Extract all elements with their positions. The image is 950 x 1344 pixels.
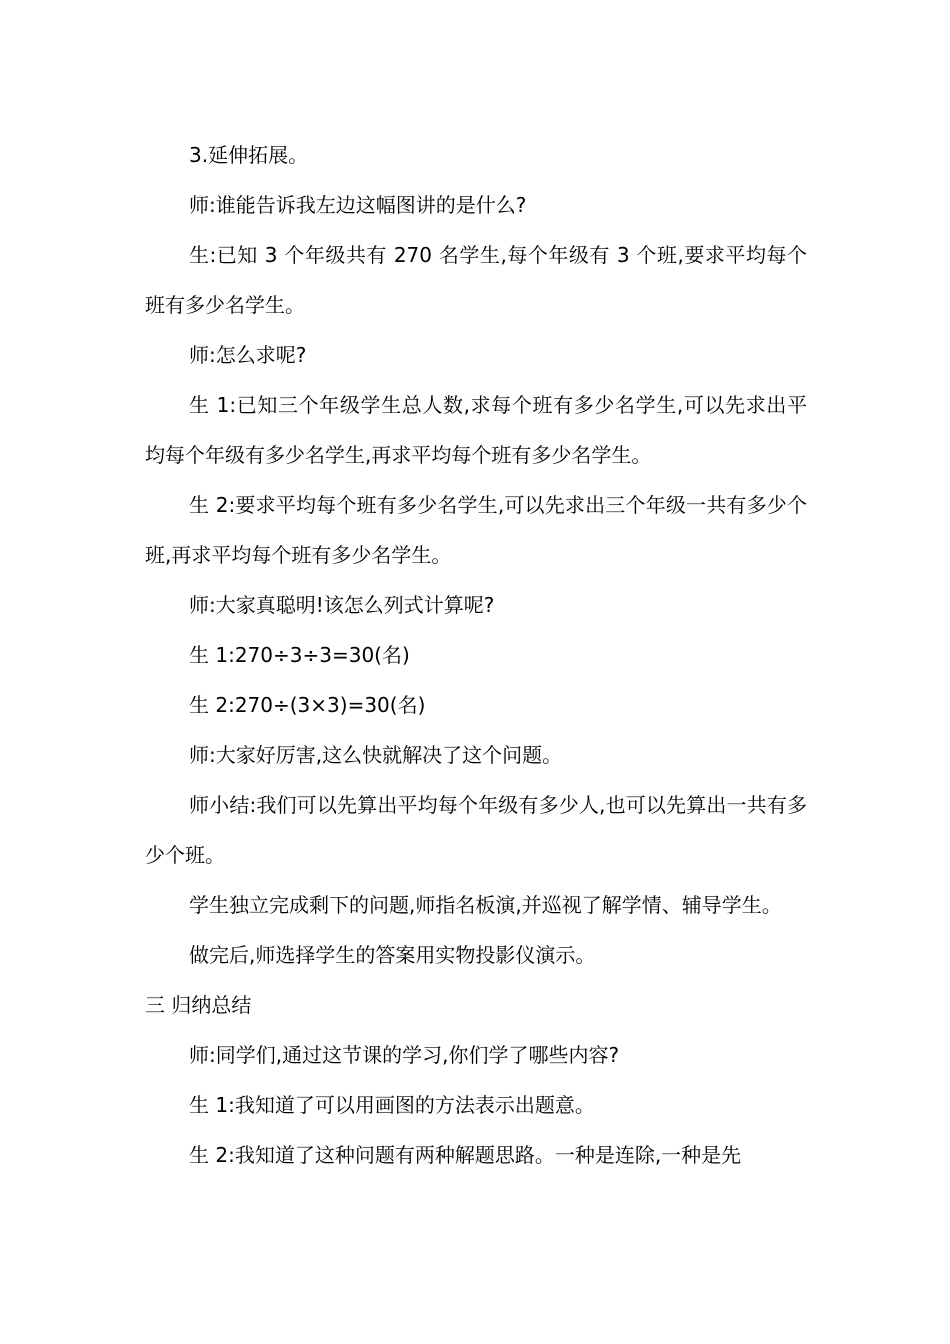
paragraph-projection: 做完后,师选择学生的答案用实物投影仪演示。 <box>189 943 596 967</box>
paragraph-independent-work: 学生独立完成剩下的问题,师指名板演,并巡视了解学情、辅导学生。 <box>189 893 782 917</box>
paragraph-student-1-formula: 生 1:270÷3÷3=30(名) <box>189 643 410 667</box>
paragraph-student-2-method: 生 2:要求平均每个班有多少名学生,可以先求出三个年级一共有多少个班,再求平均每个班有多少名学生。 <box>145 493 807 567</box>
paragraph-student-2-review: 生 2:我知道了这种问题有两种解题思路。一种是连除,一种是先 <box>189 1143 742 1167</box>
paragraph-student-1-method: 生 1:已知三个年级学生总人数,求每个班有多少名学生,可以先求出平均每个年级有多少名学生,再求平均每个班有多少名学生。 <box>145 393 807 467</box>
paragraph-extension-heading: 3.延伸拓展。 <box>189 143 309 167</box>
paragraph-student-answer: 生:已知 3 个年级共有 270 名学生,每个年级有 3 个班,要求平均每个班有多少名学生。 <box>145 243 807 317</box>
paragraph-teacher-question: 师:谁能告诉我左边这幅图讲的是什么? <box>189 193 527 217</box>
paragraph-teacher-summary: 师小结:我们可以先算出平均每个年级有多少人,也可以先算出一共有多少个班。 <box>145 793 807 867</box>
document-body <box>145 130 807 1180</box>
paragraph-teacher-how: 师:怎么求呢? <box>189 343 307 367</box>
paragraph-student-2-formula: 生 2:270÷(3×3)=30(名) <box>189 693 426 717</box>
paragraph-teacher-review: 师:同学们,通过这节课的学习,你们学了哪些内容? <box>189 1043 620 1067</box>
paragraph-teacher-praise: 师:大家真聪明!该怎么列式计算呢? <box>189 593 495 617</box>
paragraph-teacher-comment: 师:大家好厉害,这么快就解决了这个问题。 <box>189 743 563 767</box>
section-heading-summary: 三 归纳总结 <box>145 993 252 1017</box>
paragraph-student-1-review: 生 1:我知道了可以用画图的方法表示出题意。 <box>189 1093 595 1117</box>
